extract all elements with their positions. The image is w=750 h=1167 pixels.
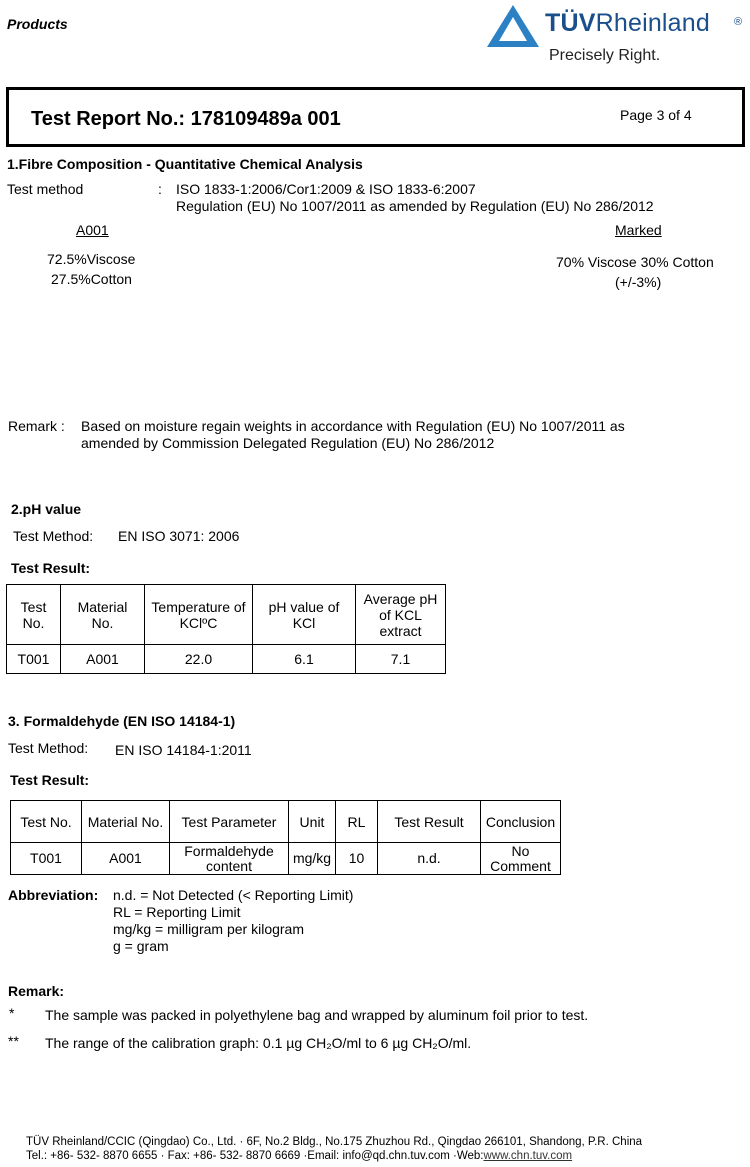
logo-slogan: Precisely Right.	[549, 47, 661, 64]
column-header: Temperature of KClºC	[145, 585, 253, 645]
cell-material-no: A001	[82, 843, 170, 875]
column-header: Conclusion	[481, 801, 561, 843]
sample-label: A001	[76, 222, 109, 238]
column-header: Test No.	[11, 801, 82, 843]
remark-text: The range of the calibration graph: 0.1 µg CH₂O/ml to 6 µg CH₂O/ml.	[45, 1035, 472, 1051]
cell-average-ph: 7.1	[356, 645, 446, 674]
cell-material-no: A001	[61, 645, 145, 674]
logo-brand-rest: Rheinland	[595, 9, 710, 37]
fibre-remark-line1: Based on moisture regain weights in accordance with Regulation (EU) No 1007/2011 as	[81, 418, 625, 434]
cell-unit: mg/kg	[289, 843, 336, 875]
fibre-method-line1: ISO 1833-1:2006/Cor1:2009 & ISO 1833-6:2007	[176, 181, 476, 197]
logo-brand-bold: TÜV	[545, 9, 596, 37]
footer-address: TÜV Rheinland/CCIC (Qingdao) Co., Ltd. · 6F, No.2 Bldg., No.175 Zhuzhou Rd., Qingdao 266101, Shandong, P.R. China	[26, 1136, 643, 1148]
tuv-logo	[485, 3, 743, 67]
triangle-logo-icon	[485, 3, 541, 49]
cell-temperature: 22.0	[145, 645, 253, 674]
table-header-row	[7, 585, 446, 645]
abbreviation-item: n.d. = Not Detected (< Reporting Limit)	[113, 887, 354, 903]
remark-marker: *	[9, 1005, 15, 1021]
fibre-remark-line2: amended by Commission Delegated Regulation (EU) No 286/2012	[81, 435, 495, 451]
cell-conclusion: No Comment	[481, 843, 561, 875]
column-header: Test No.	[7, 585, 61, 645]
sample-value-1: 72.5%Viscose	[47, 251, 136, 267]
column-header: Test Parameter	[170, 801, 289, 843]
footer-contact-text: Tel.: +86- 532- 8870 6655 · Fax: +86- 532- 8870 6669 ·Email: info@qd.chn.tuv.com ·Web:	[26, 1150, 484, 1162]
formaldehyde-method-value: EN ISO 14184-1:2011	[115, 742, 252, 758]
section-label: Products	[7, 16, 68, 32]
cell-ph-value: 6.1	[253, 645, 356, 674]
cell-rl: 10	[336, 843, 378, 875]
fibre-method-colon: :	[158, 181, 162, 197]
fibre-remark-label: Remark :	[8, 418, 65, 434]
column-header: Test Result	[378, 801, 481, 843]
ph-method-value: EN ISO 3071: 2006	[118, 528, 240, 544]
remark-label: Remark:	[8, 983, 65, 999]
footer-web-link[interactable]: www.chn.tuv.com	[483, 1150, 573, 1162]
formaldehyde-heading: 3. Formaldehyde (EN ISO 14184-1)	[8, 713, 236, 729]
abbreviation-item: RL = Reporting Limit	[113, 904, 241, 920]
registered-mark: ®	[734, 16, 743, 28]
remark-text: The sample was packed in polyethylene bag and wrapped by aluminum foil prior to test.	[45, 1007, 589, 1023]
cell-test-parameter: Formaldehyde content	[170, 843, 289, 875]
formaldehyde-result-label: Test Result:	[10, 772, 90, 788]
ph-method-label: Test Method:	[13, 528, 94, 544]
logo-brand	[545, 9, 710, 38]
column-header: Average pH of KCL extract	[356, 585, 446, 645]
abbreviation-label: Abbreviation:	[8, 887, 99, 903]
page-indicator: Page 3 of 4	[620, 107, 692, 123]
cell-test-no: T001	[7, 645, 61, 674]
ph-heading: 2.pH value	[11, 501, 82, 517]
ph-result-label: Test Result:	[11, 560, 91, 576]
cell-test-no: T001	[11, 843, 82, 875]
marked-label: Marked	[615, 222, 662, 238]
column-header: RL	[336, 801, 378, 843]
column-header: Material No.	[61, 585, 145, 645]
report-title: Test Report No.: 178109489a 001	[31, 108, 341, 130]
marked-value-1: 70% Viscose 30% Cotton	[556, 254, 714, 270]
table-row	[7, 645, 446, 674]
footer-contact	[26, 1150, 572, 1162]
cell-test-result: n.d.	[378, 843, 481, 875]
column-header: Material No.	[82, 801, 170, 843]
formaldehyde-method-label: Test Method:	[8, 740, 89, 756]
column-header: pH value of KCl	[253, 585, 356, 645]
column-header: Unit	[289, 801, 336, 843]
table-row	[11, 843, 561, 875]
marked-value-2: (+/-3%)	[615, 274, 662, 290]
report-title-box	[6, 87, 745, 147]
table-header-row	[11, 801, 561, 843]
sample-value-2: 27.5%Cotton	[51, 271, 132, 287]
abbreviation-item: mg/kg = milligram per kilogram	[113, 921, 304, 937]
abbreviation-item: g = gram	[113, 938, 169, 954]
ph-result-table	[6, 584, 446, 674]
fibre-heading: 1.Fibre Composition - Quantitative Chemical Analysis	[7, 156, 363, 172]
fibre-method-line2: Regulation (EU) No 1007/2011 as amended by Regulation (EU) No 286/2012	[176, 198, 654, 214]
formaldehyde-result-table	[10, 800, 561, 875]
remark-marker: **	[8, 1033, 19, 1049]
fibre-method-label: Test method	[7, 181, 84, 197]
